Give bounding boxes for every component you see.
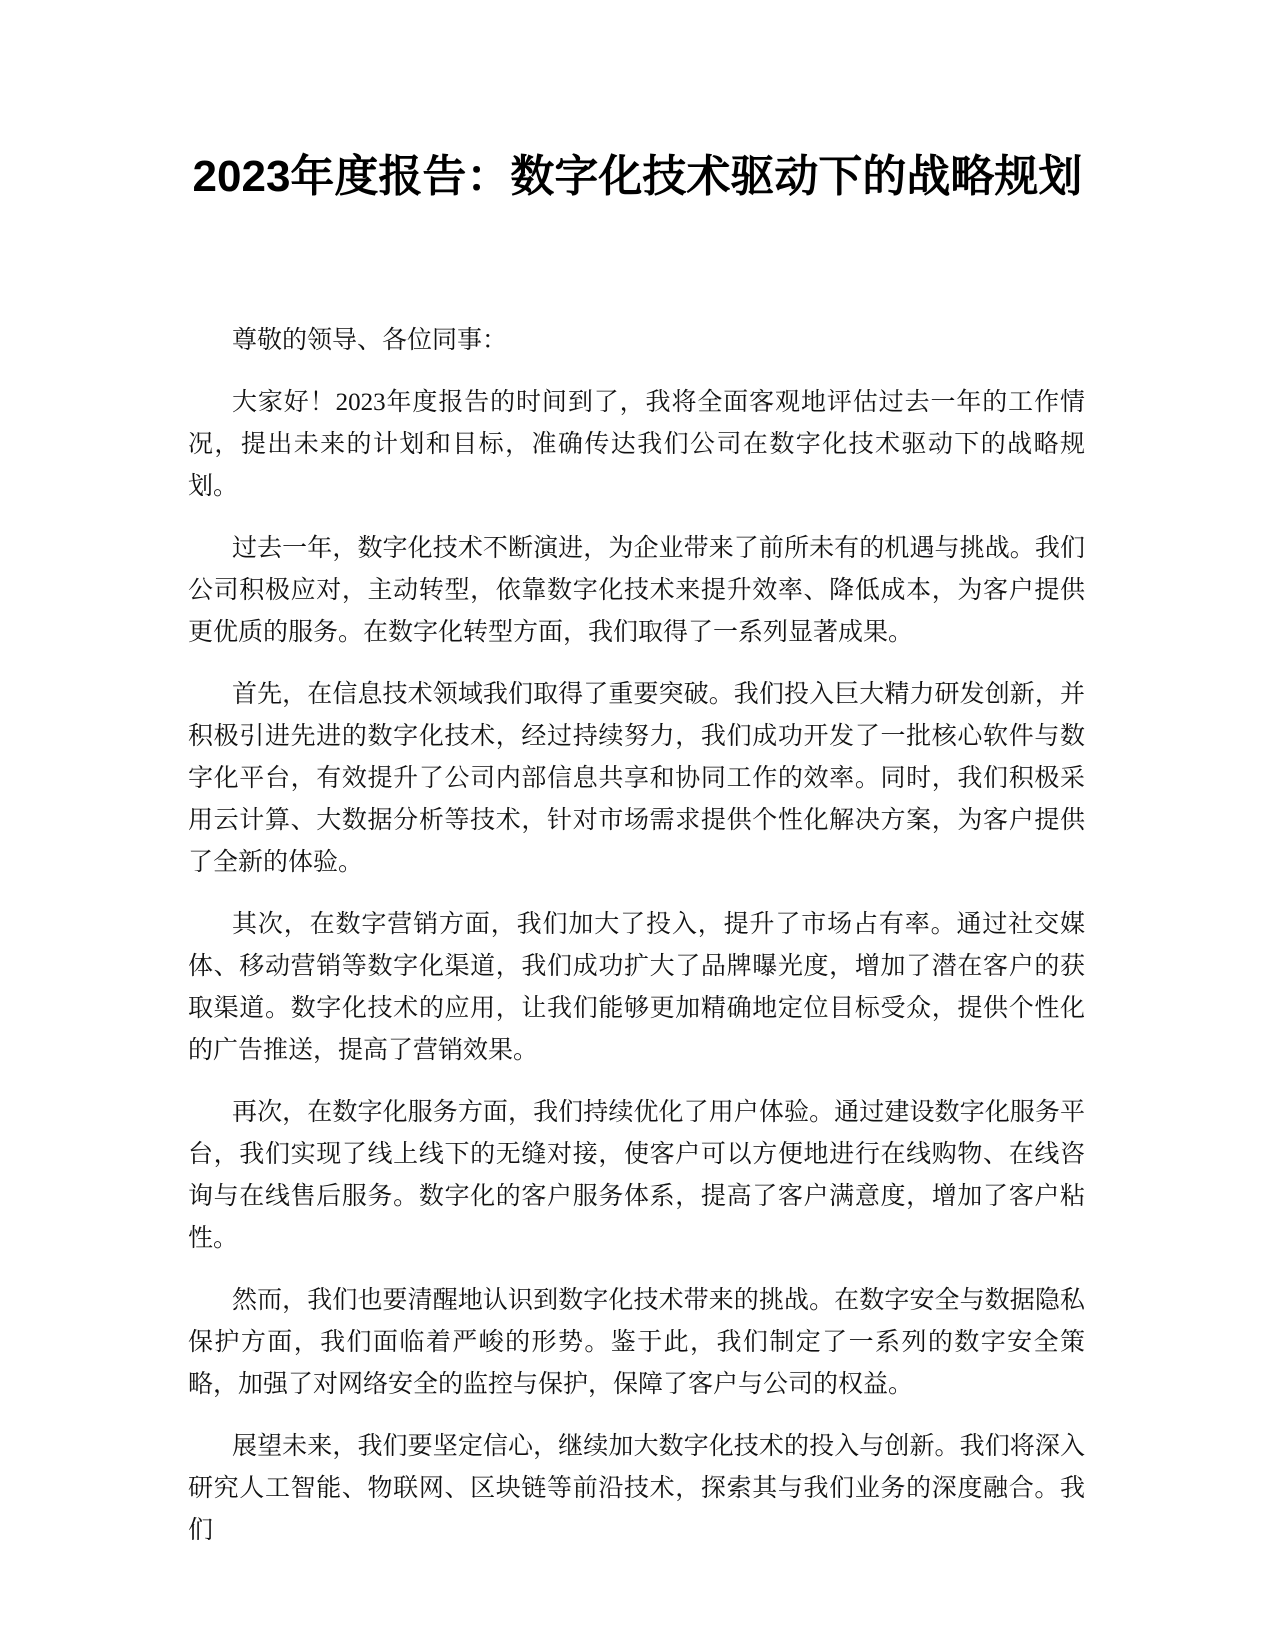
paragraph-challenges: 然而，我们也要清醒地认识到数字化技术带来的挑战。在数字安全与数据隐私保护方面，我们面临着严峻的形势。鉴于此，我们制定了一系列的数字安全策略，加强了对网络安全的监控与保护，保障了客户与公司的权益。: [188, 1287, 1085, 1398]
document-body: [188, 320, 1085, 1572]
paragraph-digital-marketing: 其次，在数字营销方面，我们加大了投入，提升了市场占有率。通过社交媒体、移动营销等数字化渠道，我们成功扩大了品牌曝光度，增加了潜在客户的获取渠道。数字化技术的应用，让我们能够更加精确地定位目标受众，提供个性化的广告推送，提高了营销效果。: [188, 911, 1085, 1064]
paragraph-outlook: 展望未来，我们要坚定信心，继续加大数字化技术的投入与创新。我们将深入研究人工智能、物联网、区块链等前沿技术，探索其与我们业务的深度融合。我们: [188, 1433, 1085, 1544]
paragraph-it-breakthrough: 首先，在信息技术领域我们取得了重要突破。我们投入巨大精力研发创新，并积极引进先进的数字化技术，经过持续努力，我们成功开发了一批核心软件与数字化平台，有效提升了公司内部信息共享和协同工作的效率。同时，我们积极采用云计算、大数据分析等技术，针对市场需求提供个性化解决方案，为客户提供了全新的体验。: [188, 681, 1085, 876]
document-title: 2023年度报告：数字化技术驱动下的战略规划: [192, 152, 1083, 201]
paragraph-intro: 大家好！2023年度报告的时间到了，我将全面客观地评估过去一年的工作情况，提出未来的计划和目标，准确传达我们公司在数字化技术驱动下的战略规划。: [188, 389, 1085, 500]
paragraph-digital-service: 再次，在数字化服务方面，我们持续优化了用户体验。通过建设数字化服务平台，我们实现了线上线下的无缝对接，使客户可以方便地进行在线购物、在线咨询与在线售后服务。数字化的客户服务体系，提高了客户满意度，增加了客户粘性。: [188, 1099, 1085, 1252]
paragraph-salutation: 尊敬的领导、各位同事：: [232, 327, 508, 354]
paragraph-past-year: 过去一年，数字化技术不断演进，为企业带来了前所未有的机遇与挑战。我们公司积极应对，主动转型，依靠数字化技术来提升效率、降低成本，为客户提供更优质的服务。在数字化转型方面，我们取得了一系列显著成果。: [188, 535, 1085, 646]
